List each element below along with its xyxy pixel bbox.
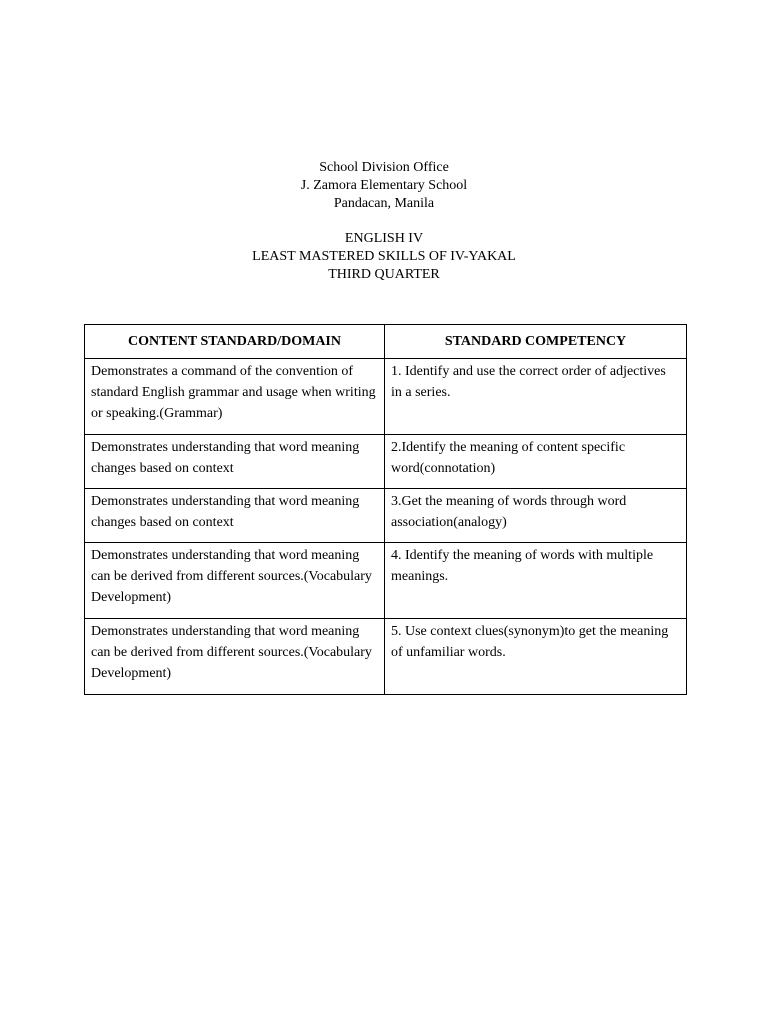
table-row — [85, 619, 687, 695]
competency-cell: 2.Identify the meaning of content specific word(connotation) — [385, 435, 687, 489]
competency-cell: 3.Get the meaning of words through word association(analogy) — [385, 489, 687, 543]
table-row — [85, 543, 687, 619]
subject-line: ENGLISH IV — [344, 231, 424, 246]
table-row — [85, 359, 687, 435]
table-row — [85, 489, 687, 543]
table-row — [85, 435, 687, 489]
document-title — [0, 230, 768, 284]
domain-cell: Demonstrates understanding that word meaning changes based on context — [85, 489, 385, 543]
table-header-row — [85, 325, 687, 359]
domain-cell: Demonstrates understanding that word meaning can be derived from different sources.(Vocabulary Development) — [85, 619, 385, 695]
column-header-domain: CONTENT STANDARD/DOMAIN — [85, 325, 385, 359]
competency-cell: 1. Identify and use the correct order of adjectives in a series. — [385, 359, 687, 435]
domain-cell: Demonstrates understanding that word meaning changes based on context — [85, 435, 385, 489]
location-line: Pandacan, Manila — [333, 196, 435, 211]
school-header — [0, 159, 768, 213]
column-header-competency: STANDARD COMPETENCY — [385, 325, 687, 359]
heading-line: LEAST MASTERED SKILLS OF IV-YAKAL — [252, 249, 516, 264]
competency-cell: 4. Identify the meaning of words with multiple meanings. — [385, 543, 687, 619]
skills-table — [84, 324, 687, 695]
domain-cell: Demonstrates understanding that word meaning can be derived from different sources.(Vocabulary Development) — [85, 543, 385, 619]
quarter-line: THIRD QUARTER — [328, 267, 440, 282]
domain-cell: Demonstrates a command of the convention of standard English grammar and usage when writing or speaking.(Grammar) — [85, 359, 385, 435]
school-name-line: J. Zamora Elementary School — [300, 178, 468, 193]
division-office-line: School Division Office — [319, 160, 449, 175]
competency-cell: 5. Use context clues(synonym)to get the meaning of unfamiliar words. — [385, 619, 687, 695]
